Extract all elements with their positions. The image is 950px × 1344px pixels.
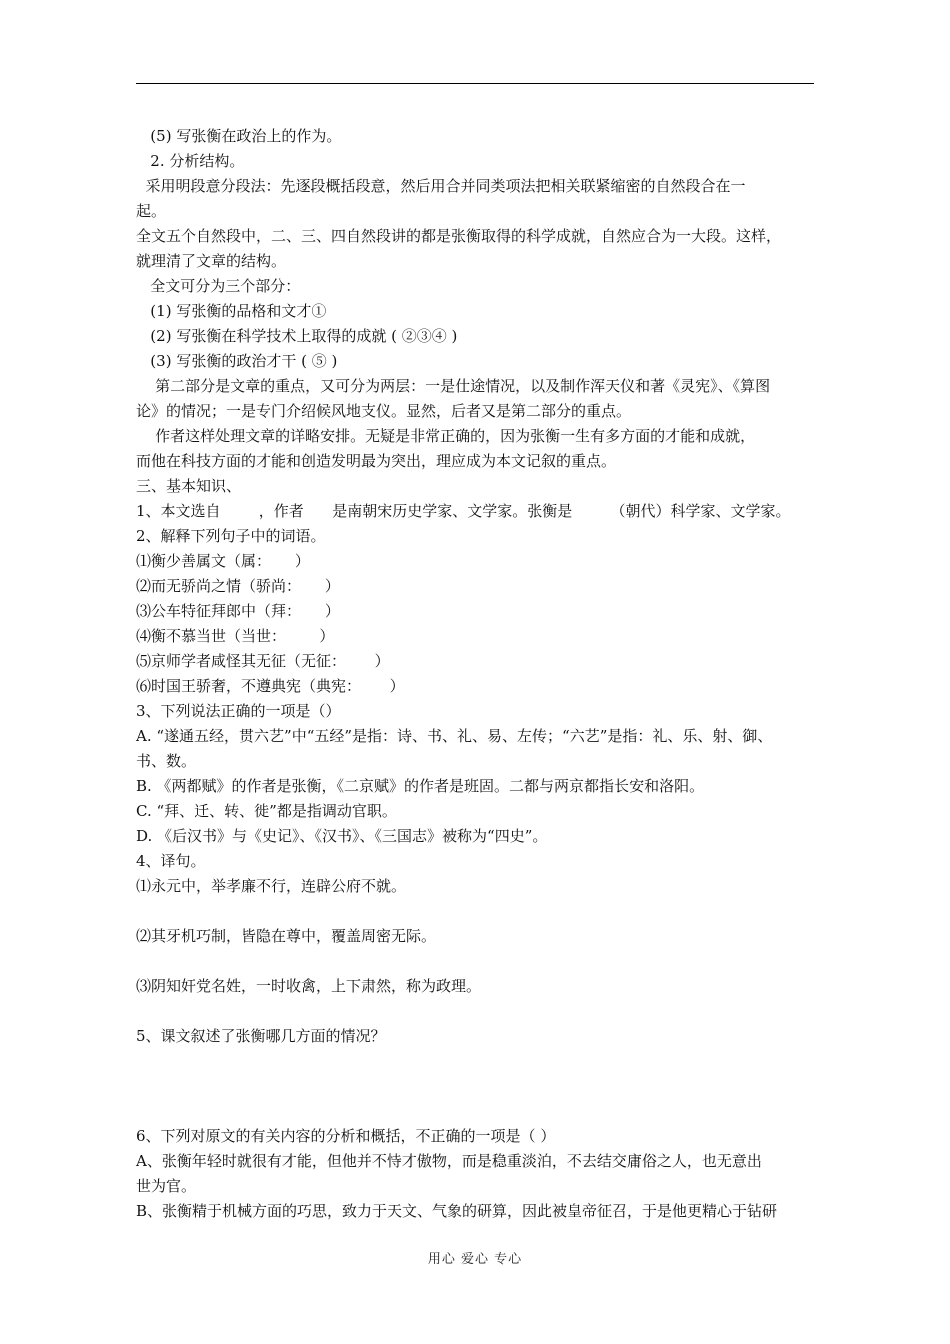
question-2-item: ⑵而无骄尚之情（骄尚： ） (136, 577, 340, 595)
option-c: C. “拜、迁、转、徙”都是指调动官职。 (136, 802, 397, 820)
paragraph-line: 全文五个自然段中，二、三、四自然段讲的都是张衡取得的科学成就，自然应合为一大段。这样， (136, 227, 782, 245)
paragraph-line: 就理清了文章的结构。 (136, 252, 287, 270)
question-6: 6、下列对原文的有关内容的分析和概括，不正确的一项是（ ） (136, 1127, 556, 1145)
answer-space (136, 949, 820, 974)
translate-item: ⑶阴知奸党名姓，一时收禽，上下肃然，称为政理。 (136, 977, 482, 995)
section-heading-basics: 三、基本知识、 (136, 477, 242, 495)
option-b: B、张衡精于机械方面的巧思，致力于天文、气象的研算，因此被皇帝征召，于是他更精心于钻研 (136, 1202, 778, 1220)
option-a-cont: 世为官。 (136, 1177, 197, 1195)
option-a: A、张衡年轻时就很有才能，但他并不恃才傲物，而是稳重淡泊，不去结交庸俗之人，也无意出 (136, 1152, 762, 1170)
question-1: 1、本文选自 ，作者 是南朝宋历史学家、文学家。张衡是 （朝代）科学家、文学家。 (136, 502, 791, 520)
paragraph-line: 第二部分是文章的重点，又可分为两层：一是仕途情况，以及制作浑天仪和著《灵宪》、《算图 (136, 377, 771, 395)
option-a-cont: 书、数。 (136, 752, 197, 770)
paragraph-line: 采用明段意分段法：先逐段概括段意，然后用合并同类项法把相关联紧缩密的自然段合在一 (136, 177, 746, 195)
paragraph-line: 而他在科技方面的才能和创造发明最为突出，理应成为本文记叙的重点。 (136, 452, 617, 470)
translate-item: ⑵其牙机巧制，皆隐在尊中，覆盖周密无际。 (136, 927, 437, 945)
answer-space (136, 1049, 820, 1124)
question-2: 2、解释下列句子中的词语。 (136, 527, 326, 545)
paragraph-line: 起。 (136, 202, 167, 220)
paragraph-line: 作者这样处理文章的详略安排。无疑是非常正确的，因为张衡一生有多方面的才能和成就， (136, 427, 756, 445)
question-4: 4、译句。 (136, 852, 206, 870)
question-2-item: ⑶公车特征拜郎中（拜： ） (136, 602, 340, 620)
list-item-2: (2) 写张衡在科学技术上取得的成就 ( ②③④ ) (136, 327, 458, 345)
header-rule (136, 83, 814, 84)
question-2-item: ⑷衡不慕当世（当世： ） (136, 627, 335, 645)
list-item-3: (3) 写张衡的政治才干 ( ⑤ ) (136, 352, 338, 370)
paragraph-line: 论》的情况；一是专门介绍候风地支仪。显然，后者又是第二部分的重点。 (136, 402, 632, 420)
question-5: 5、课文叙述了张衡哪几方面的情况？ (136, 1027, 386, 1045)
section-heading-structure: 2. 分析结构。 (136, 152, 245, 170)
option-a: A. “遂通五经，贯六艺”中“五经”是指：诗、书、礼、易、左传；“六艺”是指：礼、乐、射、御、 (136, 727, 773, 745)
translate-item: ⑴永元中，举孝廉不行，连辟公府不就。 (136, 877, 407, 895)
answer-space (136, 899, 820, 924)
question-2-item: ⑹时国王骄奢，不遵典宪（典宪： ） (136, 677, 405, 695)
option-d: D. 《后汉书》与《史记》、《汉书》、《三国志》被称为“四史”。 (136, 827, 548, 845)
list-item-5: (5) 写张衡在政治上的作为。 (136, 127, 342, 145)
question-3: 3、下列说法正确的一项是（） (136, 702, 341, 720)
list-item-1: (1) 写张衡的品格和文才① (136, 302, 327, 320)
paragraph-line: 全文可分为三个部分： (136, 277, 301, 295)
option-b: B. 《两都赋》的作者是张衡，《二京赋》的作者是班固。二都与两京都指长安和洛阳。 (136, 777, 705, 795)
question-2-item: ⑴衡少善属文（属： ） (136, 552, 310, 570)
question-2-item: ⑸京师学者咸怪其无征（无征： ） (136, 652, 390, 670)
answer-space (136, 999, 820, 1024)
page-footer: 用心 爱心 专心 (427, 1252, 523, 1267)
document-body (136, 124, 820, 1224)
